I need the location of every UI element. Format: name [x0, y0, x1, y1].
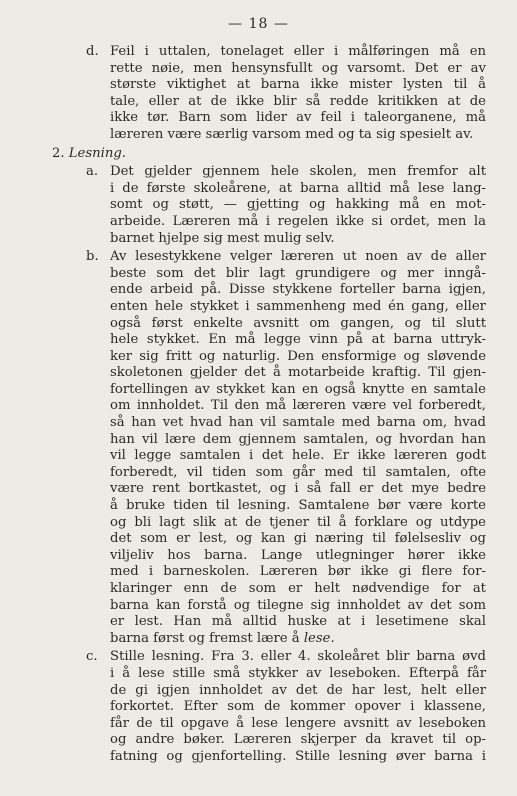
- paragraph-c: [86, 649, 486, 765]
- text-line: tale, eller at de ikke blir så redde kritikken at de: [110, 93, 486, 109]
- text-line-final: [110, 631, 486, 648]
- text-line: fatning og gjenfortelling. Stille lesning øver barna i: [110, 748, 486, 764]
- section-title: Lesning.: [68, 145, 126, 161]
- text-line: læreren være særlig varsom med og ta sig spesielt av.: [110, 126, 474, 142]
- paragraph-marker: c.: [86, 649, 98, 665]
- text-line: å bruke tiden til lesning. Samtalene bør være korte: [110, 498, 486, 514]
- text-fragment: barna først og fremst lære å: [110, 630, 304, 646]
- text-line: hele stykket. En må legge vinn på at barna uttryk-: [110, 332, 486, 348]
- emphasized-word: lese.: [303, 630, 335, 646]
- text-line: Feil i uttalen, tonelaget eller i målføringen må en: [110, 44, 486, 59]
- text-line: Det gjelder gjennem hele skolen, men fremfor alt: [110, 164, 486, 180]
- text-line: være rent bortkastet, og i så fall er det mye bedre: [110, 481, 486, 497]
- page-body: [52, 44, 486, 768]
- paragraph-marker: b.: [86, 249, 99, 265]
- text-line: også først enkelte avsnitt om gangen, og til slutt: [110, 315, 486, 331]
- text-line: i de første skoleårene, at barna alltid må lese lang-: [110, 180, 486, 196]
- paragraph-marker: d.: [86, 44, 99, 59]
- text-line: klaringer enn de som er helt nødvendige for at: [110, 581, 486, 596]
- paragraph-b: [86, 249, 486, 647]
- text-line: så han vet hvad han vil samtale med barna om, hvad: [110, 415, 486, 431]
- text-line: Stille lesning. Fra 3. eller 4. skoleåret blir barna øvd: [110, 649, 486, 665]
- text-line: det som er lest, og kan gi næring til følelsesliv og: [110, 531, 486, 547]
- text-line: skoletonen gjelder det å motarbeide kraftig. Til gjen-: [110, 365, 486, 381]
- text-line: får de til opgave å lese lengere avsnitt av leseboken: [110, 715, 486, 731]
- text-line: forberedt, vil tiden som går med til samtalen, ofte: [110, 464, 486, 480]
- page-number: — 18 —: [228, 16, 289, 32]
- text-line: forkortet. Efter som de kommer opover i klassene,: [110, 699, 486, 715]
- text-line: de gi igjen innholdet av det de har lest, helt eller: [110, 682, 486, 698]
- paragraph-marker: a.: [86, 164, 99, 180]
- text-line: viljeliv hos barna. Lange utlegninger hører ikke: [110, 547, 486, 563]
- text-line: og bli lagt slik at de tjener til å forklare og utdype: [110, 514, 486, 530]
- text-line: er lest. Han må alltid huske at i lesetimene skal: [110, 614, 486, 630]
- text-line: ker sig fritt og naturlig. Den ensformige og sløvende: [110, 348, 486, 364]
- text-line: rette nøie, men hensynsfullt og varsomt. Det er av: [110, 60, 486, 76]
- text-line: største viktighet at barna ikke mister lysten til å: [110, 77, 486, 93]
- text-line: ende arbeid på. Disse stykkene forteller barna igjen,: [110, 282, 486, 298]
- text-line: arbeide. Læreren må i regelen ikke si ordet, men la: [110, 213, 486, 229]
- text-line: og andre bøker. Læreren skjerper da kravet til op-: [110, 732, 486, 748]
- section-number: 2.: [52, 145, 65, 161]
- text-line: i å lese stille små stykker av leseboken. Efterpå får: [110, 665, 486, 681]
- text-line: somt og støtt, — gjetting og hakking må en mot-: [110, 197, 486, 213]
- text-line: vil legge samtalen i det hele. Er ikke læreren godt: [110, 448, 486, 464]
- text-line: barnet hjelpe sig mest mulig selv.: [110, 230, 335, 246]
- text-line: enten hele stykket i sammenheng med én gang, eller: [110, 298, 486, 314]
- paragraph-d: [86, 44, 486, 144]
- text-line: Av lesestykkene velger læreren ut noen av de aller: [110, 249, 486, 265]
- section-heading: [52, 146, 486, 163]
- text-line: beste som det blir lagt grundigere og mer inngå-: [110, 265, 486, 281]
- text-line: om innholdet. Til den må læreren være vel forberedt,: [110, 398, 486, 414]
- text-line: fortellingen av stykket kan en også knytte en samtale: [110, 381, 486, 397]
- text-line: ikke tør. Barn som lider av feil i taleorganene, må: [110, 110, 486, 126]
- text-line: med i barneskolen. Læreren bør ikke gi flere for-: [110, 564, 486, 580]
- paragraph-a: [86, 164, 486, 247]
- text-line: barna kan forstå og tilegne sig innholdet av det som: [110, 597, 486, 613]
- text-line: han vil lære dem gjennem samtalen, og hvordan han: [110, 431, 486, 447]
